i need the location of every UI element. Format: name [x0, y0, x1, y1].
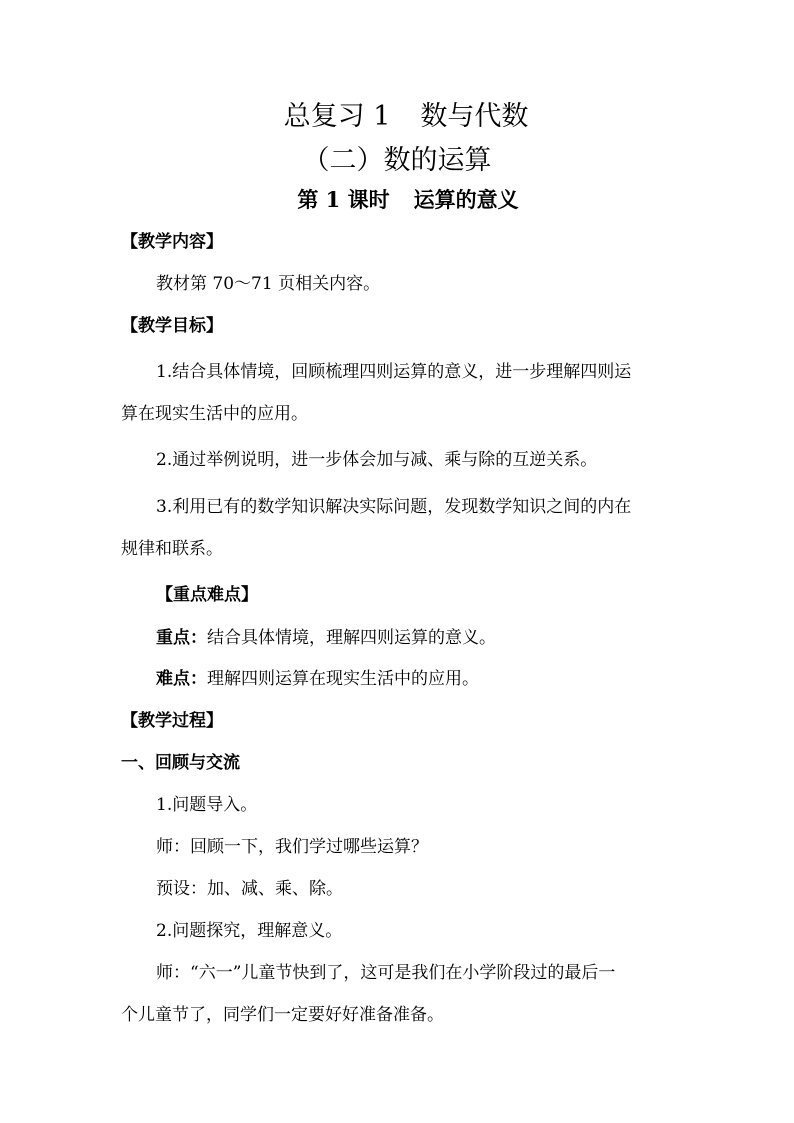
difficulty-point: [156, 668, 479, 690]
lesson-heading: [0, 186, 794, 214]
difficulty-label: 难点：: [156, 669, 207, 689]
expected-answer: 预设：加、减、乘、除。: [156, 879, 343, 899]
goal-2: 2.通过举例说明，进一步体会加与减、乘与除的互逆关系。: [156, 450, 598, 470]
document-title: [0, 100, 794, 134]
teacher-question: 师：回顾一下，我们学过哪些运算？: [156, 837, 428, 857]
difficulty-text: 理解四则运算在现实生活中的应用。: [207, 669, 479, 689]
lesson-title: 运算的意义: [413, 187, 519, 212]
goal-1-line-2: 算在现实生活中的应用。: [121, 404, 308, 424]
process-step-1: 1.问题导入。: [156, 795, 258, 815]
key-point: [156, 627, 496, 649]
key-label: 重点：: [156, 628, 207, 648]
goal-3-line-1: 3.利用已有的数学知识解决实际问题，发现数学知识之间的内在: [156, 497, 632, 517]
goal-3-line-2: 规律和联系。: [121, 539, 223, 559]
key-text: 结合具体情境，理解四则运算的意义。: [207, 628, 496, 648]
content-paragraph: 教材第 70～71 页相关内容。: [156, 274, 381, 294]
section-heading-goals: 【教学目标】: [121, 316, 223, 336]
process-step-2: 2.问题探究，理解意义。: [156, 921, 343, 941]
title-main: 总复习 1: [283, 101, 391, 132]
title-topic: 数与代数: [420, 101, 529, 132]
section-heading-key-points: 【重点难点】: [156, 585, 258, 605]
teacher-remark-line-2: 个儿童节了，同学们一定要好好准备准备。: [121, 1005, 444, 1025]
goal-1-line-1: 1.结合具体情境，回顾梳理四则运算的意义，进一步理解四则运: [156, 362, 632, 382]
teacher-remark-line-1: 师：“六一”儿童节快到了，这可是我们在小学阶段过的最后一: [156, 963, 616, 983]
document-subtitle: （二）数的运算: [302, 145, 492, 176]
section-heading-content: 【教学内容】: [121, 232, 223, 252]
lesson-number: 第 1 课时: [297, 187, 390, 212]
part-1-heading: 一、回顾与交流: [121, 753, 240, 773]
section-heading-process: 【教学过程】: [121, 711, 223, 731]
